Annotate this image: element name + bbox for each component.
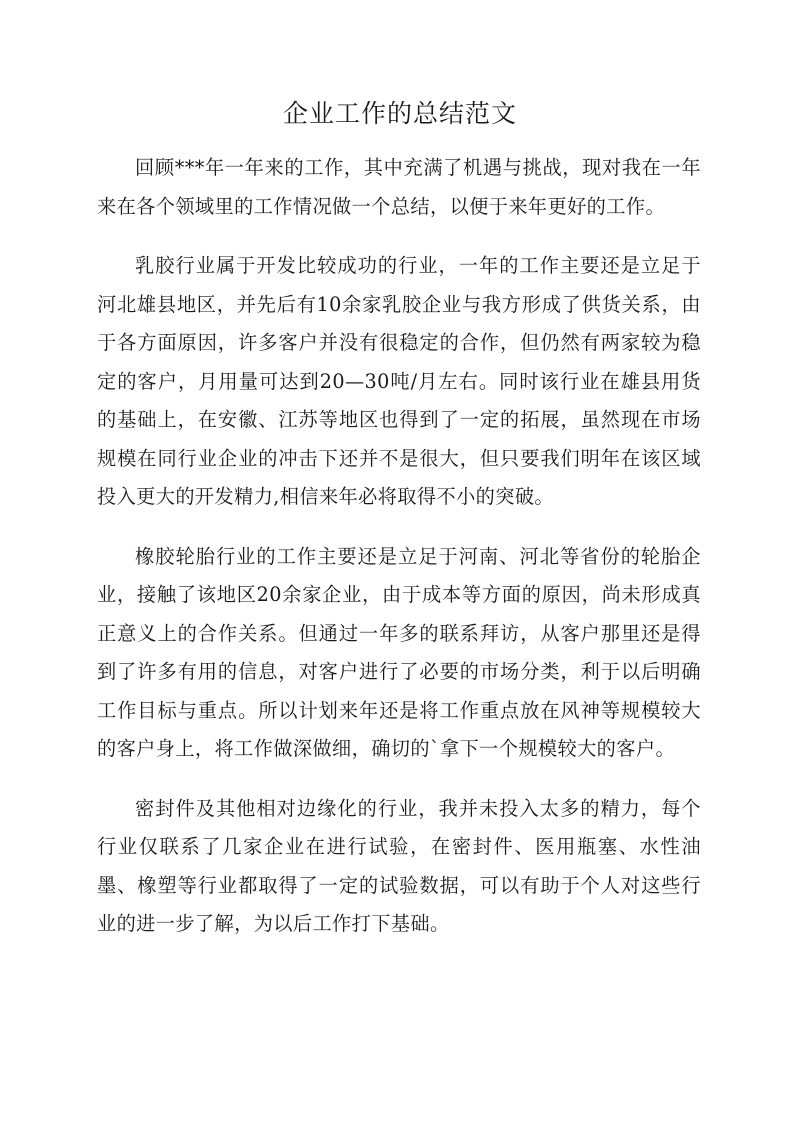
document-title: 企业工作的总结范文 — [282, 99, 517, 128]
document-body — [97, 149, 701, 965]
paragraph-rubber-tire-industry: 橡胶轮胎行业的工作主要还是立足于河南、河北等省份的轮胎企业，接触了该地区20余家企业，由于成本等方面的原因，尚未形成真正意义上的合作关系。但通过一年多的联系拜访，从客户那里还是得到了许多有用的信息，对客户进行了必要的市场分类，利于以后明确工作目标与重点。所以计划来年还是将工作重点放在风神等规模较大的客户身上，将工作做深做细，确切的`拿下一个规模较大的客户。 — [97, 544, 701, 760]
paragraph-review: 回顾***年一年来的工作，其中充满了机遇与挑战，现对我在一年来在各个领域里的工作情况做一个总结，以便于来年更好的工作。 — [97, 156, 701, 218]
paragraph-latex-industry: 乳胶行业属于开发比较成功的行业，一年的工作主要还是立足于河北雄县地区，并先后有10余家乳胶企业与我方形成了供货关系，由于各方面原因，许多客户并没有很稳定的合作，但仍然有两家较为稳定的客户，月用量可达到20—30吨/月左右。同时该行业在雄县用货的基础上，在安徽、江苏等地区也得到了一定的拓展，虽然现在市场规模在同行业企业的冲击下还并不是很大，但只要我们明年在该区域投入更大的开发精力,相信来年必将取得不小的突破。 — [97, 254, 701, 508]
paragraph-seal-industry: 密封件及其他相对边缘化的行业，我并未投入太多的精力，每个行业仅联系了几家企业在进行试验，在密封件、医用瓶塞、水性油墨、橡塑等行业都取得了一定的试验数据，可以有助于个人对这些行业的进一步了解，为以后工作打下基础。 — [97, 796, 701, 935]
